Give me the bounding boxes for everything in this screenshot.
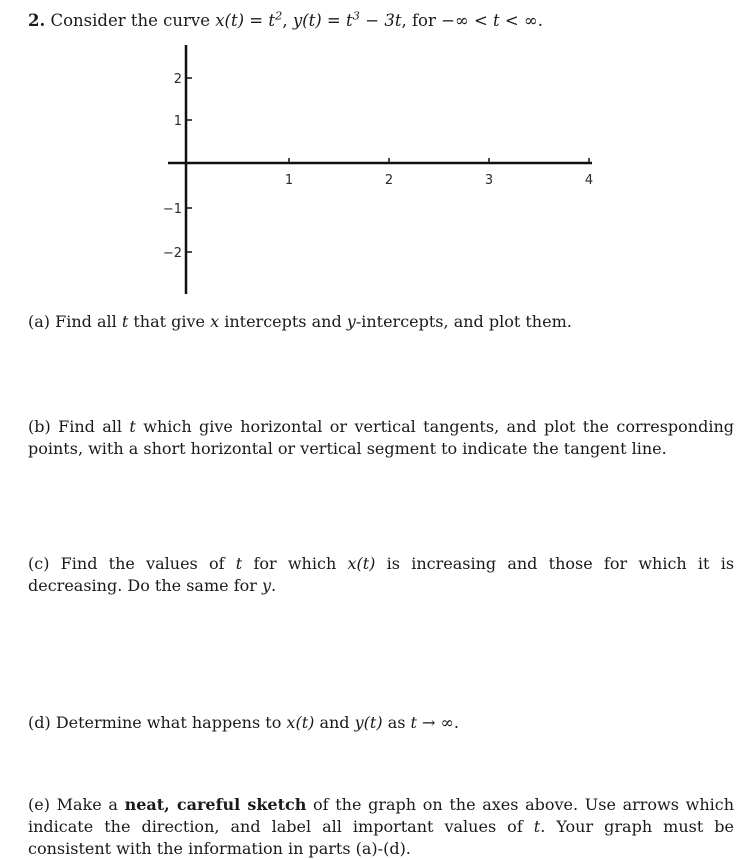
y-tick-label: 2 <box>173 72 182 87</box>
x-tick-label: 1 <box>284 173 294 188</box>
problem-number: 2. <box>28 11 46 30</box>
x-definition: $x(t) = t^2$ <box>215 8 283 30</box>
problem-intro: Consider the curve <box>50 11 210 30</box>
y-tick-label: 1 <box>173 114 182 129</box>
y-tick-label: −2 <box>162 246 182 261</box>
x-tick-label: 2 <box>384 173 394 188</box>
parameter-range: −∞ < t < ∞. <box>441 11 543 30</box>
x-tick-label: 3 <box>484 173 494 188</box>
y-tick-label: −1 <box>162 202 182 217</box>
part-e: (e) Make a neat, careful sketch of the graph on the axes above. Use arrows which indicate the direction, and label all important values of t. Your graph must be consistent with the information in parts (a)-(d). <box>28 795 735 858</box>
part-d: (d) Determine what happens to x(t) and y(t) as t → ∞. <box>28 713 459 732</box>
range-word: for <box>411 11 436 30</box>
part-b: (b) Find all t which give horizontal or vertical tangents, and plot the corresponding points, with a short horizontal or vertical segment to indicate the tangent line. <box>28 417 735 458</box>
problem-statement: 2. Consider the curve $x(t) = t^2$, $y(t) = t^3 - 3t$, for −∞ < t < ∞. <box>28 8 543 30</box>
coordinate-axes <box>0 0 756 300</box>
part-c: (c) Find the values of t for which x(t) is increasing and those for which it is decreasing. Do the same for y. <box>28 554 735 595</box>
x-tick-label: 4 <box>584 173 594 188</box>
y-definition: $y(t) = t^3 - 3t$ <box>292 8 402 30</box>
part-a: (a) Find all t that give x intercepts and y-intercepts, and plot them. <box>28 312 572 331</box>
emphasis-text: neat, careful sketch <box>124 795 307 814</box>
